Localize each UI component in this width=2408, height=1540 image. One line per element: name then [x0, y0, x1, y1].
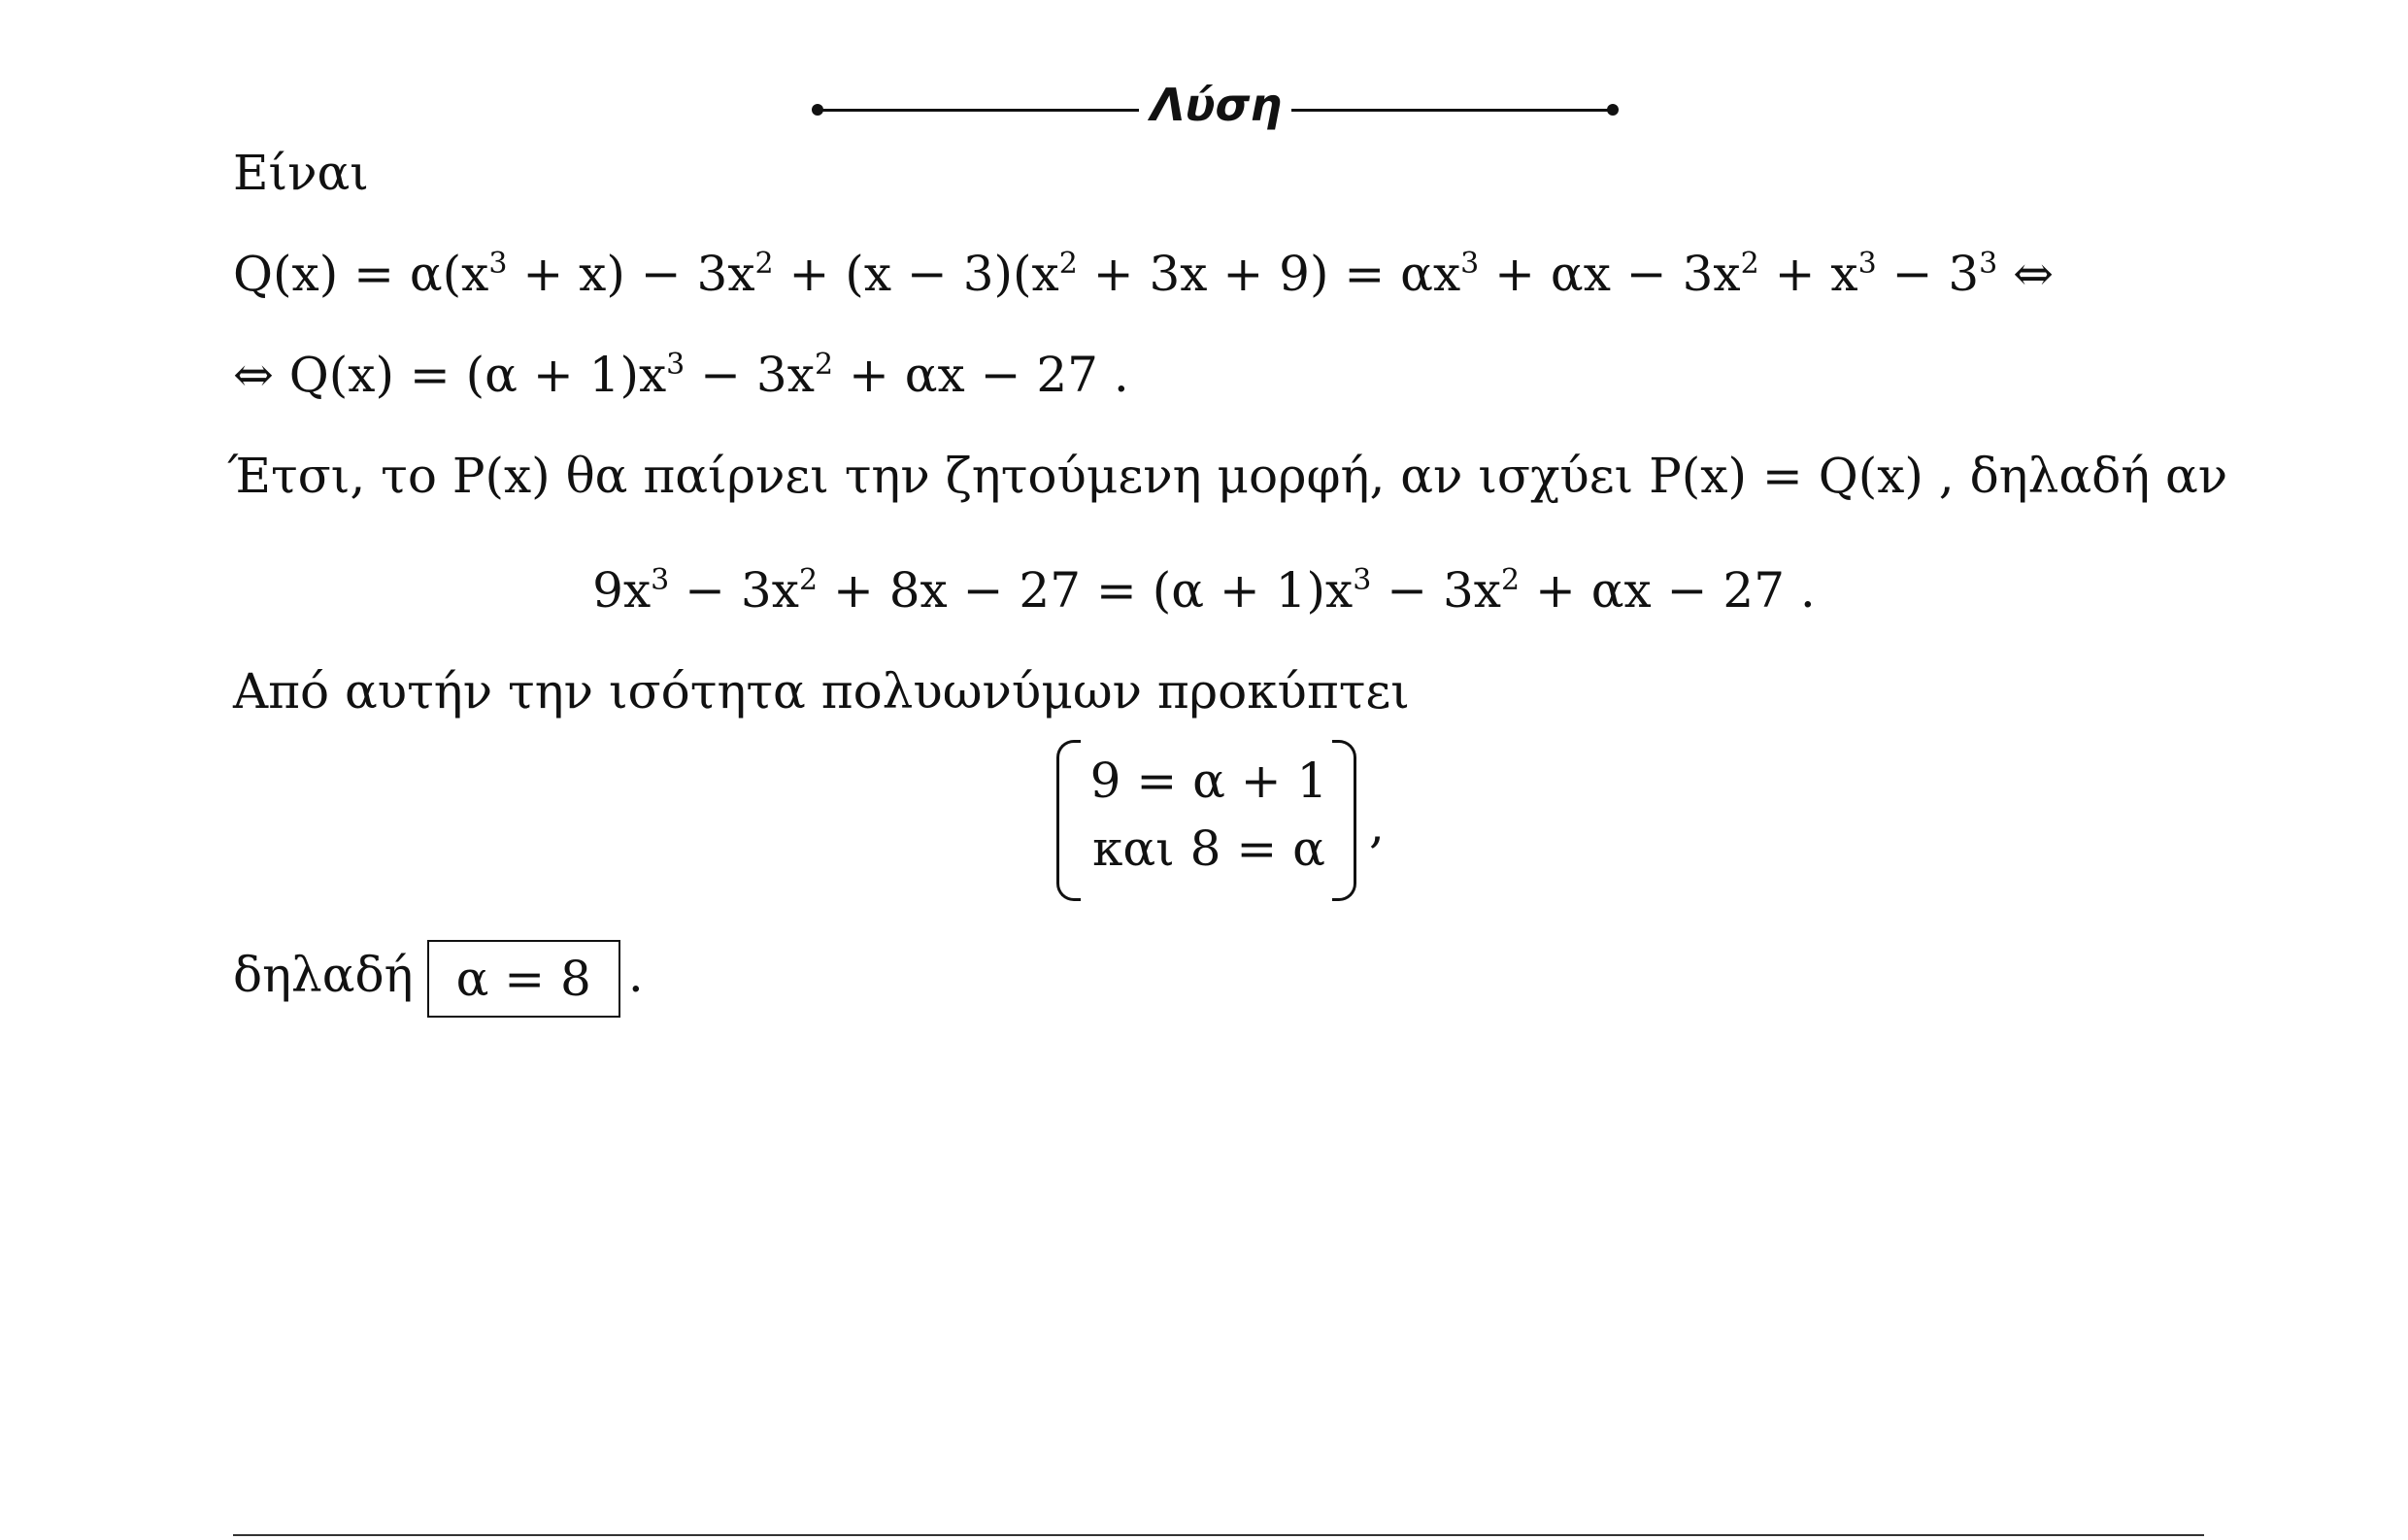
- equation-system: [1049, 740, 1398, 905]
- header-left-rule: [819, 109, 1139, 112]
- header-right-dot: [1607, 104, 1619, 116]
- conclusion-prefix: δηλαδή: [233, 947, 414, 1003]
- equation-polynomial-identity: $9x^3 - 3x^2 + 8x - 27 = (\alpha + 1)x^3 - 3x^2 + \alpha x - 27$ .: [592, 562, 1816, 619]
- condition-sentence: Έτσι, το P(x) θα παίρνει την ζητούμενη μορφή, αν ισχύει P(x) = Q(x) , δηλαδή αν: [227, 448, 2228, 504]
- system-row-2: και 8 = α: [1092, 820, 1325, 877]
- system-left-brace: [1056, 740, 1081, 901]
- header-right-rule: [1291, 109, 1612, 112]
- equation-q-result: ⇔ $Q(x) = (\alpha + 1)x^3 - 3x^2 + \alpha x - 27$ .: [233, 347, 1129, 403]
- section-header: [0, 37, 2408, 131]
- system-row-1: 9 = α + 1: [1089, 753, 1328, 809]
- boxed-answer: α = 8: [427, 940, 620, 1018]
- identity-intro-text: Από αυτήν την ισότητα πολυωνύμων προκύπτει: [233, 663, 1410, 720]
- footer-rule: [233, 1534, 2204, 1536]
- conclusion-line: [233, 940, 644, 1018]
- section-title: Λύση: [1150, 79, 1283, 131]
- intro-text: Είναι: [233, 145, 369, 201]
- conclusion-suffix: .: [627, 947, 644, 1003]
- system-comma: ,: [1369, 797, 1385, 854]
- equation-q-expansion: $Q(x) = \alpha(x^3 + x) - 3x^2 + (x - 3)(x^2 + 3x + 9) = \alpha x^3 + \alpha x - 3x^2 + x^3 - 3^3$ ⇔: [233, 246, 2055, 302]
- system-right-brace: [1332, 740, 1356, 901]
